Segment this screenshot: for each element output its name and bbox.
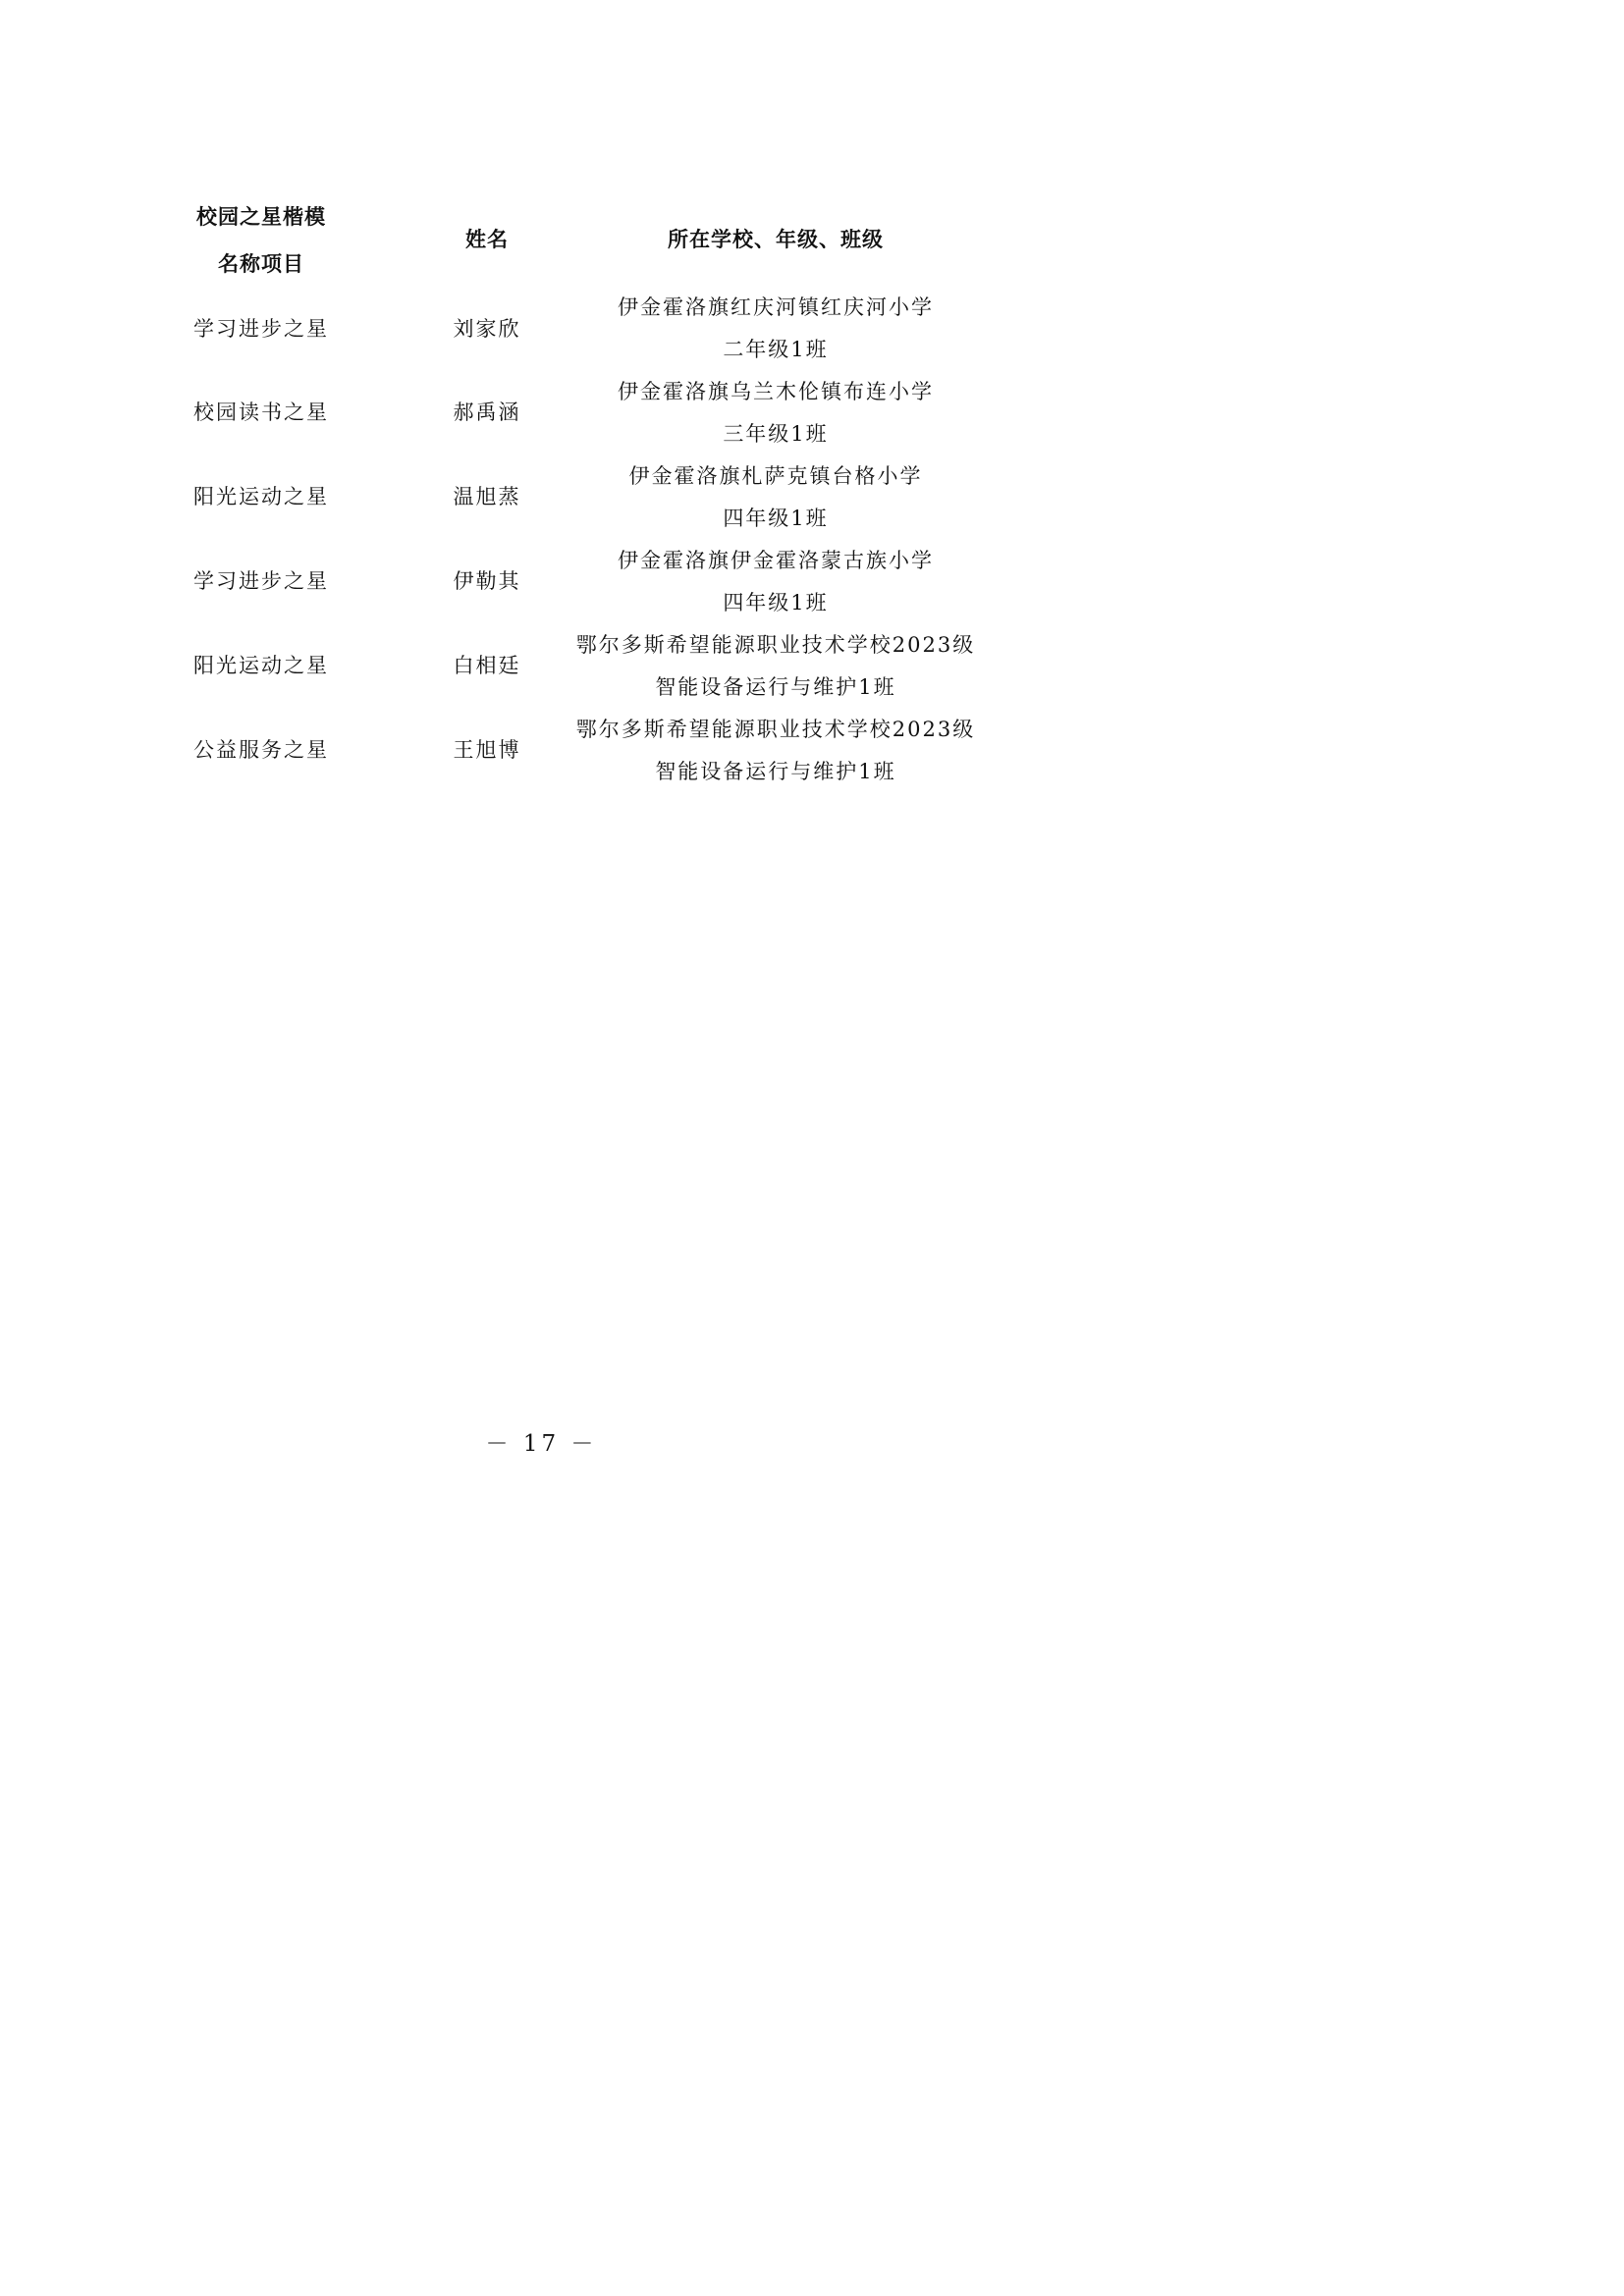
row-name: 王旭博	[453, 738, 521, 762]
row-school-line1: 伊金霍洛旗红庆河镇红庆河小学	[618, 295, 934, 319]
row-category: 学习进步之星	[193, 317, 329, 341]
row-category: 公益服务之星	[193, 738, 329, 762]
document-page	[0, 0, 1083, 1531]
row-school-line1: 伊金霍洛旗伊金霍洛蒙古族小学	[618, 549, 934, 572]
row-school-line1: 鄂尔多斯希望能源职业技术学校2023级	[575, 633, 976, 657]
row-school-line2: 四年级1班	[723, 507, 829, 530]
row-name: 伊勒其	[453, 569, 521, 593]
row-school-line2: 四年级1班	[723, 591, 829, 614]
row-school-line2: 智能设备运行与维护1班	[655, 760, 896, 783]
row-category: 阳光运动之星	[193, 485, 329, 508]
row-category: 校园读书之星	[193, 400, 329, 424]
row-school-line1: 鄂尔多斯希望能源职业技术学校2023级	[575, 718, 976, 741]
header-category-line1: 校园之星楷模	[196, 205, 326, 229]
row-name: 刘家欣	[453, 317, 521, 341]
row-name: 郝禹涵	[453, 400, 521, 424]
header-school: 所在学校、年级、班级	[668, 228, 884, 251]
row-category: 学习进步之星	[193, 569, 329, 593]
page-number: － 17 －	[485, 1431, 598, 1457]
header-name: 姓名	[465, 228, 509, 251]
row-school-line2: 三年级1班	[723, 422, 829, 446]
header-category-line2: 名称项目	[218, 252, 304, 276]
row-category: 阳光运动之星	[193, 654, 329, 677]
row-name: 白相廷	[453, 654, 521, 677]
row-school-line2: 智能设备运行与维护1班	[655, 675, 896, 699]
row-school-line1: 伊金霍洛旗乌兰木伦镇布连小学	[618, 380, 934, 403]
row-school-line2: 二年级1班	[723, 338, 829, 361]
row-name: 温旭蒸	[453, 485, 521, 508]
row-school-line1: 伊金霍洛旗札萨克镇台格小学	[628, 464, 923, 488]
